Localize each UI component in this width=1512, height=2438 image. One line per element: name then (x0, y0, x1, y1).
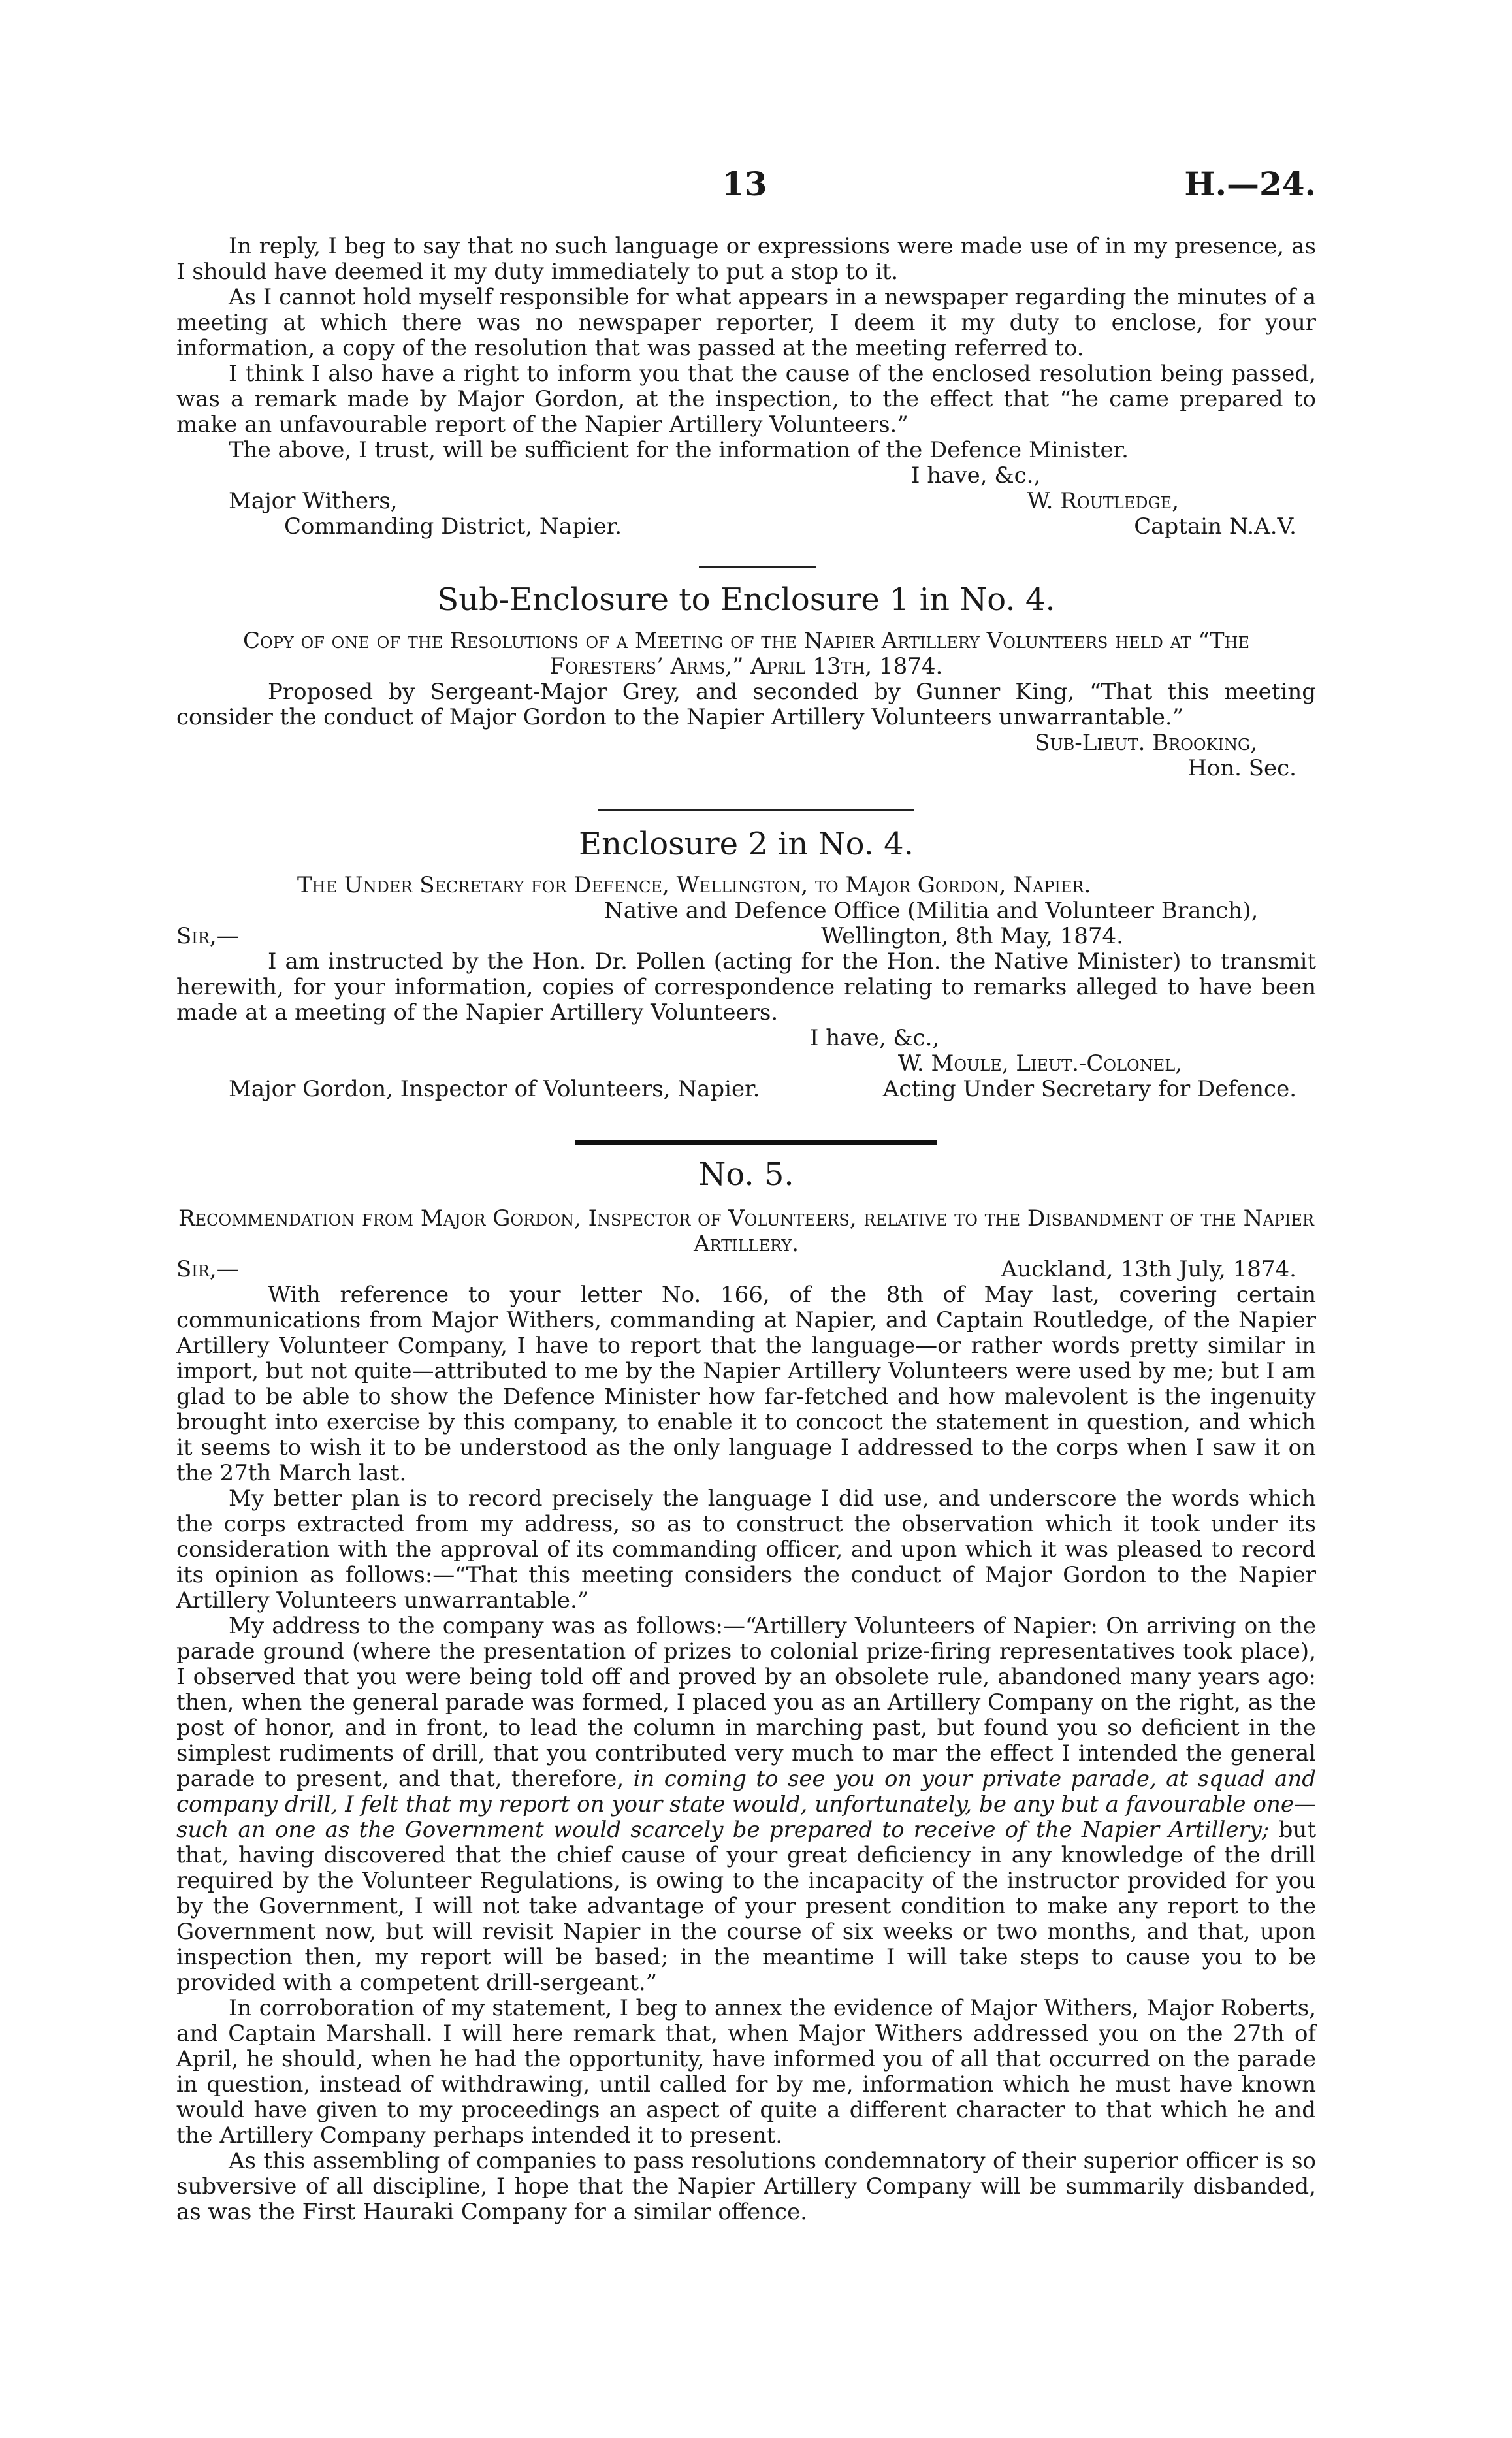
place-date: Auckland, 13th July, 1874. (1001, 1256, 1296, 1282)
paragraph: As I cannot hold myself responsible for what appears in a newspaper regarding the minutes of a meeting at which there was no newspaper reporter, I deem it my duty to enclose, for your information, a copy of the resolution that was passed at the meeting referred to. (176, 284, 1316, 361)
paragraph: I am instructed by the Hon. Dr. Pollen (acting for the Hon. the Native Minister) to transmit herewith, for your information, copies of correspondence relating to remarks alleged to have been made at a meeting of the Napier Artillery Volunteers. (176, 949, 1316, 1026)
underscored-words: in coming to see you on your private parade, at squad and company drill, I felt that my report on your state would, unfortunately, be any but a favourable one—such an one as the Government would scarcely be prepared to receive of the Napier Artillery; (176, 1766, 1316, 1843)
section-heading: Sub-Enclosure to Enclosure 1 in No. 4. (437, 581, 1055, 618)
addressee: Major Withers, (229, 488, 398, 514)
section-heading: Enclosure 2 in No. 4. (579, 826, 914, 862)
divider (575, 1140, 937, 1145)
signer-title: Hon. Sec. (1187, 755, 1296, 781)
paragraph: My better plan is to record precisely the language I did use, and underscore the words which the corps extracted from my address, so as to construct the observation which it took under its consideration with the approval of its commanding officer, and upon which it was pleased to record its opinion as follows:—“That this meeting considers the conduct of Major Gordon to the Napier Artillery Volunteers unwarrantable.” (176, 1486, 1316, 1614)
addressee: Major Gordon, Inspector of Volunteers, Napier. (229, 1076, 760, 1102)
signer: W. Routledge, (1027, 488, 1179, 514)
page-number: 13 (722, 165, 767, 203)
divider (699, 566, 816, 568)
letter-routledge (176, 234, 1316, 540)
sub-enclosure (176, 628, 1316, 781)
divider (598, 809, 914, 811)
paragraph: Proposed by Sergeant-Major Grey, and seconded by Gunner King, “That this meeting consider the conduct of Major Gordon to the Napier Artillery Volunteers unwarrantable.” (176, 679, 1316, 730)
closing: I have, &c., (911, 463, 1041, 489)
addressee-title: Commanding District, Napier. (284, 513, 622, 540)
caption: Recommendation from Major Gordon, Inspector of Volunteers, relative to the Disbandment of the Napier Artillery. (178, 1205, 1314, 1257)
salutation: Sir,— (176, 923, 239, 949)
document-reference: H.—24. (1184, 165, 1316, 203)
signer-title: Captain N.A.V. (1134, 513, 1296, 540)
paragraph: In reply, I beg to say that no such language or expressions were made use of in my presence, as I should have deemed it my duty immediately to put a stop to it. (176, 233, 1316, 285)
office: Native and Defence Office (Militia and Volunteer Branch), (604, 898, 1259, 924)
recommendation (176, 1206, 1316, 2225)
salutation: Sir,— (176, 1256, 239, 1282)
signer: Sub-Lieut. Brooking, (1035, 730, 1257, 756)
signer-title: Acting Under Secretary for Defence. (882, 1076, 1296, 1102)
place-date: Wellington, 8th May, 1874. (821, 923, 1123, 949)
paragraph: The above, I trust, will be sufficient for the information of the Defence Minister. (229, 437, 1129, 463)
paragraph (176, 1614, 1316, 1996)
address-text: but that, having discovered that the chief cause of your great deficiency in any knowledge of the drill required by the Volunteer Regulations, is owing to the incapacity of the instructor provided for you by the Government, I will not take advantage of your present condition to make any report to the Government now, but will revisit Napier in the course of six weeks or two months, and that, upon inspection then, my report will be based; in the meantime I will take steps to cause you to be provided with a competent drill-sergeant.” (176, 1817, 1316, 1996)
caption: The Under Secretary for Defence, Wellington, to Major Gordon, Napier. (297, 872, 1091, 898)
paragraph: With reference to your letter No. 166, of the 8th of May last, covering certain communications from Major Withers, commanding at Napier, and Captain Routledge, of the Napier Artillery Volunteer Company, I have to report that the language—or rather words pretty similar in import, but not quite—attributed to me by the Napier Artillery Volunteers were used by me; but I am glad to be able to show the Defence Minister how far-fetched and how malevolent is the ingenuity brought into exercise by this company, to enable it to concoct the statement in question, and which it seems to wish it to be understood as the only language I addressed to the corps when I saw it on the 27th March last. (176, 1282, 1316, 1486)
paragraph: I think I also have a right to inform you that the cause of the enclosed resolution being passed, was a remark made by Major Gordon, at the inspection, to the effect that “he came prepared to make an unfavourable report of the Napier Artillery Volunteers.” (176, 361, 1316, 438)
closing: I have, &c., (810, 1025, 940, 1051)
paragraph: In corroboration of my statement, I beg to annex the evidence of Major Withers, Major Roberts, and Captain Marshall. I will here remark that, when Major Withers addressed you on the 27th of April, he should, when he had the opportunity, have informed you of all that occurred on the parade in question, instead of withdrawing, until called for by me, information which he must have known would have given to my proceedings an aspect of quite a different character to that which he and the Artillery Company perhaps intended it to present. (176, 1995, 1316, 2149)
paragraph: As this assembling of companies to pass resolutions condemnatory of their superior officer is so subversive of all discipline, I hope that the Napier Artillery Company will be summarily disbanded, as was the First Hauraki Company for a similar offence. (176, 2148, 1316, 2225)
signer: W. Moule, Lieut.-Colonel, (897, 1050, 1182, 1077)
address-text: My address to the company was as follows:—“Artillery Volunteers of Napier: On arriving on the parade ground (where the presentation of prizes to colonial prize-firing representatives took place), I observed that you were being told off and proved by an obsolete rule, abandoned many years ago: then, when the general parade was formed, I placed you as an Artillery Company on the right, as the post of honor, and in front, to lead the column in marching past, but found you so deficient in the simplest rudiments of drill, that you contributed very much to mar the effect I intended the general parade to present, and that, therefore, (176, 1613, 1316, 1792)
section-heading: No. 5. (698, 1156, 794, 1193)
enclosure-2 (176, 873, 1316, 1102)
caption: Copy of one of the Resolutions of a Meeting of the Napier Artillery Volunteers held at “The Foresters’ Arms,” April 13th, 1874. (243, 628, 1249, 679)
